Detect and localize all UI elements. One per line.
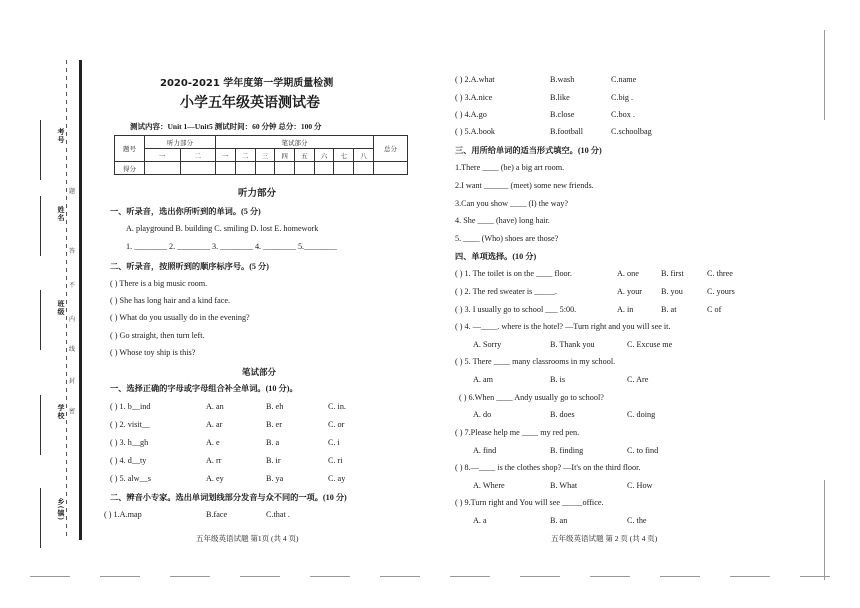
score-table-col: 七 xyxy=(334,149,354,162)
score-cell[interactable] xyxy=(334,162,354,175)
q6-question: ( ) 1. The toilet is on the ____ floor. xyxy=(455,269,572,278)
left-page xyxy=(100,0,440,608)
q5-item: 1.There ____ (be) a big art room. xyxy=(455,163,565,172)
q3-option-c: C. in. xyxy=(328,402,346,411)
scan-bottom-dashes xyxy=(30,576,830,577)
field-line-class xyxy=(40,290,41,350)
listening-heading: 听力部分 xyxy=(238,189,277,199)
q3-option-b: B. eh xyxy=(266,402,284,411)
binding-label-exam-number: 考号 xyxy=(57,128,65,144)
q5-item: 5. ____ (Who) shoes are those? xyxy=(455,234,559,243)
q2-item: ( ) Whose toy ship is this? xyxy=(110,348,196,357)
score-table-col: 八 xyxy=(354,149,374,162)
q3-option-c: C. or xyxy=(328,420,345,429)
score-table-header-tihao: 题号 xyxy=(115,136,145,162)
q6-question: ( ) 8.—____ is the clothes shop? —It's on the third floor. xyxy=(455,463,641,472)
q3-question: ( ) 5. alw__s xyxy=(110,474,151,483)
score-cell[interactable] xyxy=(180,162,216,175)
q3-question: ( ) 4. d__ty xyxy=(110,456,147,465)
q3-option-b: B. ir xyxy=(266,456,281,465)
q6-question: ( ) 9.Turn right and You will see _____office. xyxy=(455,498,604,507)
q6-option-b: B. is xyxy=(550,375,566,384)
score-table-row-defen: 得分 xyxy=(115,162,145,175)
q6-question: ( ) 4. —____. where is the hotel? —Turn right and you will see it. xyxy=(455,322,671,331)
score-table-col: 一 xyxy=(216,149,236,162)
q4-question: ( ) 2.A.what xyxy=(455,75,495,84)
q2-item: ( ) Go straight, then turn left. xyxy=(110,331,205,340)
score-table-col: 三 xyxy=(255,149,275,162)
q4-option-b: B.football xyxy=(550,127,583,136)
binding-label-town: 乡(镇) xyxy=(57,498,65,521)
q6-option-c: C. How xyxy=(627,481,653,490)
q6-question: ( ) 7.Please help me ____ my red pen. xyxy=(455,428,580,437)
field-line-school xyxy=(40,395,41,455)
scan-edge-line xyxy=(824,30,825,120)
q3-option-a: A. e xyxy=(206,438,220,447)
q3-option-a: A. rr xyxy=(206,456,222,465)
score-table-header-total: 总分 xyxy=(374,136,408,162)
q3-question: ( ) 2. visit__ xyxy=(110,420,151,429)
q1-heading: 一、听录音，选出你所听到的单词。(5 分) xyxy=(110,207,261,216)
q4-option-c: C.that . xyxy=(266,510,290,519)
q3-question: ( ) 1. b__ind xyxy=(110,402,151,411)
q2-item: ( ) What do you usually do in the evening? xyxy=(110,313,250,322)
seal-char: 题 xyxy=(69,189,76,195)
score-cell[interactable] xyxy=(374,162,408,175)
q3-question: ( ) 3. h__gh xyxy=(110,438,149,447)
q4-option-c: C.name xyxy=(611,75,637,84)
q4-heading: 二、辨音小专家。选出单词划线部分发音与众不同的一项。(10 分) xyxy=(110,493,347,502)
q6-question: ( ) 5. There ____ many classrooms in my school. xyxy=(455,357,616,366)
q3-option-b: B. a xyxy=(266,438,280,447)
q6-option-b: B. finding xyxy=(550,446,584,455)
q3-option-c: C. i xyxy=(328,438,340,447)
q5-heading: 三、用所给单词的适当形式填空。(10 分) xyxy=(455,146,602,155)
q4-option-c: C.schoolbag xyxy=(611,127,652,136)
q6-option-b: B. you xyxy=(661,287,683,296)
field-line-name xyxy=(40,196,41,256)
q6-option-c: C of xyxy=(707,305,722,314)
q6-option-c: C. three xyxy=(707,269,733,278)
q6-option-a: A. your xyxy=(617,287,643,296)
q6-option-a: A. Sorry xyxy=(473,340,502,349)
q3-option-b: B. ya xyxy=(266,474,284,483)
binding-strip xyxy=(0,0,95,608)
score-table-col: 四 xyxy=(275,149,295,162)
score-table-col: 二 xyxy=(235,149,255,162)
q4-option-c: C.box . xyxy=(611,110,635,119)
binding-label-school: 学校 xyxy=(57,404,65,420)
q6-option-c: C. the xyxy=(627,516,647,525)
q6-question: ( ) 6.When ____ Andy usually go to school? xyxy=(459,393,604,402)
field-line-town xyxy=(40,488,41,548)
score-table-col: 五 xyxy=(295,149,315,162)
score-table-header-listening: 听力部分 xyxy=(145,136,216,149)
q3-heading: 一、选择正确的字母或字母组合补全单词。(10 分)。 xyxy=(110,384,298,393)
seal-char: 答 xyxy=(69,249,76,255)
score-cell[interactable] xyxy=(216,162,236,175)
q6-option-b: B. first xyxy=(661,269,684,278)
score-table xyxy=(114,135,408,175)
right-page-footer: 五年级英语试题 第 2 页 (共 4 页) xyxy=(551,534,658,543)
q4-option-b: B.wash xyxy=(550,75,575,84)
q5-item: 2.I want ______ (meet) some new friends. xyxy=(455,181,594,190)
q2-heading: 二、听录音，按照听到的顺序标序号。(5 分) xyxy=(110,262,269,271)
q6-option-a: A. a xyxy=(473,516,487,525)
score-cell[interactable] xyxy=(295,162,315,175)
q4-option-c: C.big . xyxy=(611,93,634,102)
binding-thick-line xyxy=(79,60,82,540)
binding-label-class: 班级 xyxy=(57,300,65,316)
q6-option-b: B. does xyxy=(550,410,575,419)
q6-question: ( ) 3. I usually go to school ___ 5:00. xyxy=(455,305,577,314)
q2-item: ( ) She has long hair and a kind face. xyxy=(110,296,231,305)
q6-option-a: A. do xyxy=(473,410,492,419)
q3-option-a: A. ar xyxy=(206,420,223,429)
q4-question: ( ) 1.A.map xyxy=(104,510,142,519)
q6-option-c: C. doing xyxy=(627,410,656,419)
q6-option-c: C. to find xyxy=(627,446,659,455)
q5-item: 4. She ____ (have) long hair. xyxy=(455,216,550,225)
seal-char: 密 xyxy=(69,409,76,415)
binding-label-name: 姓名 xyxy=(57,206,65,222)
score-table-header-written: 笔试部分 xyxy=(216,136,374,149)
seal-char: 内 xyxy=(69,317,76,323)
q6-option-b: B. What xyxy=(550,481,578,490)
score-table-col: 六 xyxy=(314,149,334,162)
q4-question: ( ) 4.A.go xyxy=(455,110,487,119)
q6-option-a: A. Where xyxy=(473,481,505,490)
q6-option-a: A. in xyxy=(617,305,634,314)
q6-option-a: A. find xyxy=(473,446,497,455)
score-table-col: 二 xyxy=(180,149,216,162)
score-cell[interactable] xyxy=(314,162,334,175)
q5-item: 3.Can you show ____ (I) the way? xyxy=(455,199,569,208)
score-cell[interactable] xyxy=(275,162,295,175)
seal-char: 线 xyxy=(69,347,76,353)
exam-year-title: 2020-2021 学年度第一学期质量检测 xyxy=(160,78,334,89)
q6-option-b: B. an xyxy=(550,516,568,525)
exam-info: 测试内容：Unit 1—Unit5 测试时间：60 分钟 总分：100 分 xyxy=(130,122,322,131)
seal-char: 不 xyxy=(69,283,76,289)
score-cell[interactable] xyxy=(235,162,255,175)
written-heading: 笔试部分 xyxy=(242,367,277,377)
q3-option-c: C. ri xyxy=(328,456,343,465)
q6-option-b: B. Thank you xyxy=(550,340,595,349)
q4-option-b: B.close xyxy=(550,110,575,119)
q3-option-a: A. an xyxy=(206,402,224,411)
q6-option-c: C. Are xyxy=(627,375,649,384)
q6-option-a: A. am xyxy=(473,375,494,384)
score-cell[interactable] xyxy=(354,162,374,175)
seal-char: 封 xyxy=(69,379,76,385)
score-cell[interactable] xyxy=(255,162,275,175)
q1-answer-blanks: 1. ________ 2. ________ 3. ________ 4. ________ 5.________ xyxy=(126,242,337,251)
binding-dashed-line xyxy=(66,60,67,540)
q4-question: ( ) 5.A.book xyxy=(455,127,496,136)
exam-main-title: 小学五年级英语测试卷 xyxy=(180,95,320,111)
q2-item: ( ) There is a big music room. xyxy=(110,279,208,288)
left-page-footer: 五年级英语试题 第1页 (共 4 页) xyxy=(196,534,299,543)
score-cell[interactable] xyxy=(145,162,181,175)
q4-option-b: B.face xyxy=(206,510,228,519)
q3-option-b: B. er xyxy=(266,420,282,429)
q3-option-c: C. ay xyxy=(328,474,346,483)
q3-option-a: A. ey xyxy=(206,474,224,483)
q6-heading: 四、单项选择。(10 分) xyxy=(455,252,537,261)
q6-question: ( ) 2. The red sweater is _____. xyxy=(455,287,557,296)
q4-option-b: B.like xyxy=(550,93,570,102)
q1-word-options: A. playground B. building C. smiling D. lost E. homework xyxy=(126,224,319,233)
q6-option-c: C. Excuse me xyxy=(627,340,673,349)
q6-option-a: A. one xyxy=(617,269,639,278)
scan-edge-line xyxy=(824,480,825,580)
q4-question: ( ) 3.A.nice xyxy=(455,93,493,102)
score-table-col: 一 xyxy=(145,149,181,162)
field-line-exam-number xyxy=(40,120,41,180)
q6-option-c: C. yours xyxy=(707,287,735,296)
right-page xyxy=(455,0,835,608)
q6-option-b: B. at xyxy=(661,305,677,314)
